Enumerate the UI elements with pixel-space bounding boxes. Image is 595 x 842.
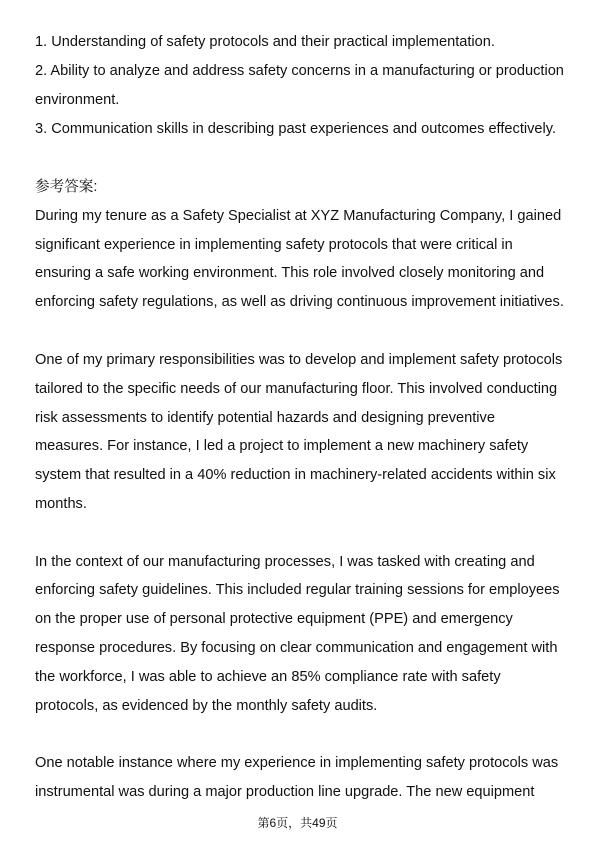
paragraph-4-line-1: One notable instance where my experience in implementing safety protocols was (35, 755, 559, 771)
paragraph-1-line-3: ensuring a safe working environment. This role involved closely monitoring and (35, 265, 545, 281)
criteria-item-1: 1. Understanding of safety protocols and their practical implementation. (35, 34, 495, 50)
paragraph-2-line-2: tailored to the specific needs of our manufacturing floor. This involved conducting (35, 381, 558, 397)
page-number-footer: 第6页，共49页 (257, 816, 338, 830)
paragraph-3-line-1: In the context of our manufacturing processes, I was tasked with creating and (35, 554, 535, 570)
answer-heading: 参考答案: (35, 179, 98, 195)
paragraph-2-line-1: One of my primary responsibilities was to develop and implement safety protocols (35, 352, 563, 368)
criteria-item-2-continued: environment. (35, 92, 120, 108)
paragraph-3-line-2: enforcing safety guidelines. This included regular training sessions for employees (35, 582, 560, 598)
paragraph-3-line-6: protocols, as evidenced by the monthly safety audits. (35, 698, 378, 714)
paragraph-1-line-1: During my tenure as a Safety Specialist at XYZ Manufacturing Company, I gained (35, 208, 562, 224)
paragraph-1-line-2: significant experience in implementing safety protocols that were critical in (35, 237, 513, 253)
paragraph-4-line-2: instrumental was during a major production line upgrade. The new equipment (35, 784, 535, 800)
paragraph-3-line-4: response procedures. By focusing on clear communication and engagement with (35, 640, 558, 656)
paragraph-2-line-6: months. (35, 496, 87, 512)
paragraph-1-line-4: enforcing safety regulations, as well as driving continuous improvement initiatives. (35, 294, 564, 310)
criteria-item-2: 2. Ability to analyze and address safety concerns in a manufacturing or production (35, 63, 564, 79)
paragraph-3-line-5: the workforce, I was able to achieve an 85% compliance rate with safety (35, 669, 501, 685)
paragraph-2-line-5: system that resulted in a 40% reduction in machinery-related accidents within six (35, 467, 556, 483)
paragraph-3-line-3: on the proper use of personal protective equipment (PPE) and emergency (35, 611, 513, 627)
criteria-item-3: 3. Communication skills in describing past experiences and outcomes effectively. (35, 121, 557, 137)
paragraph-2-line-4: measures. For instance, I led a project to implement a new machinery safety (35, 438, 529, 454)
paragraph-2-line-3: risk assessments to identify potential hazards and designing preventive (35, 410, 495, 426)
